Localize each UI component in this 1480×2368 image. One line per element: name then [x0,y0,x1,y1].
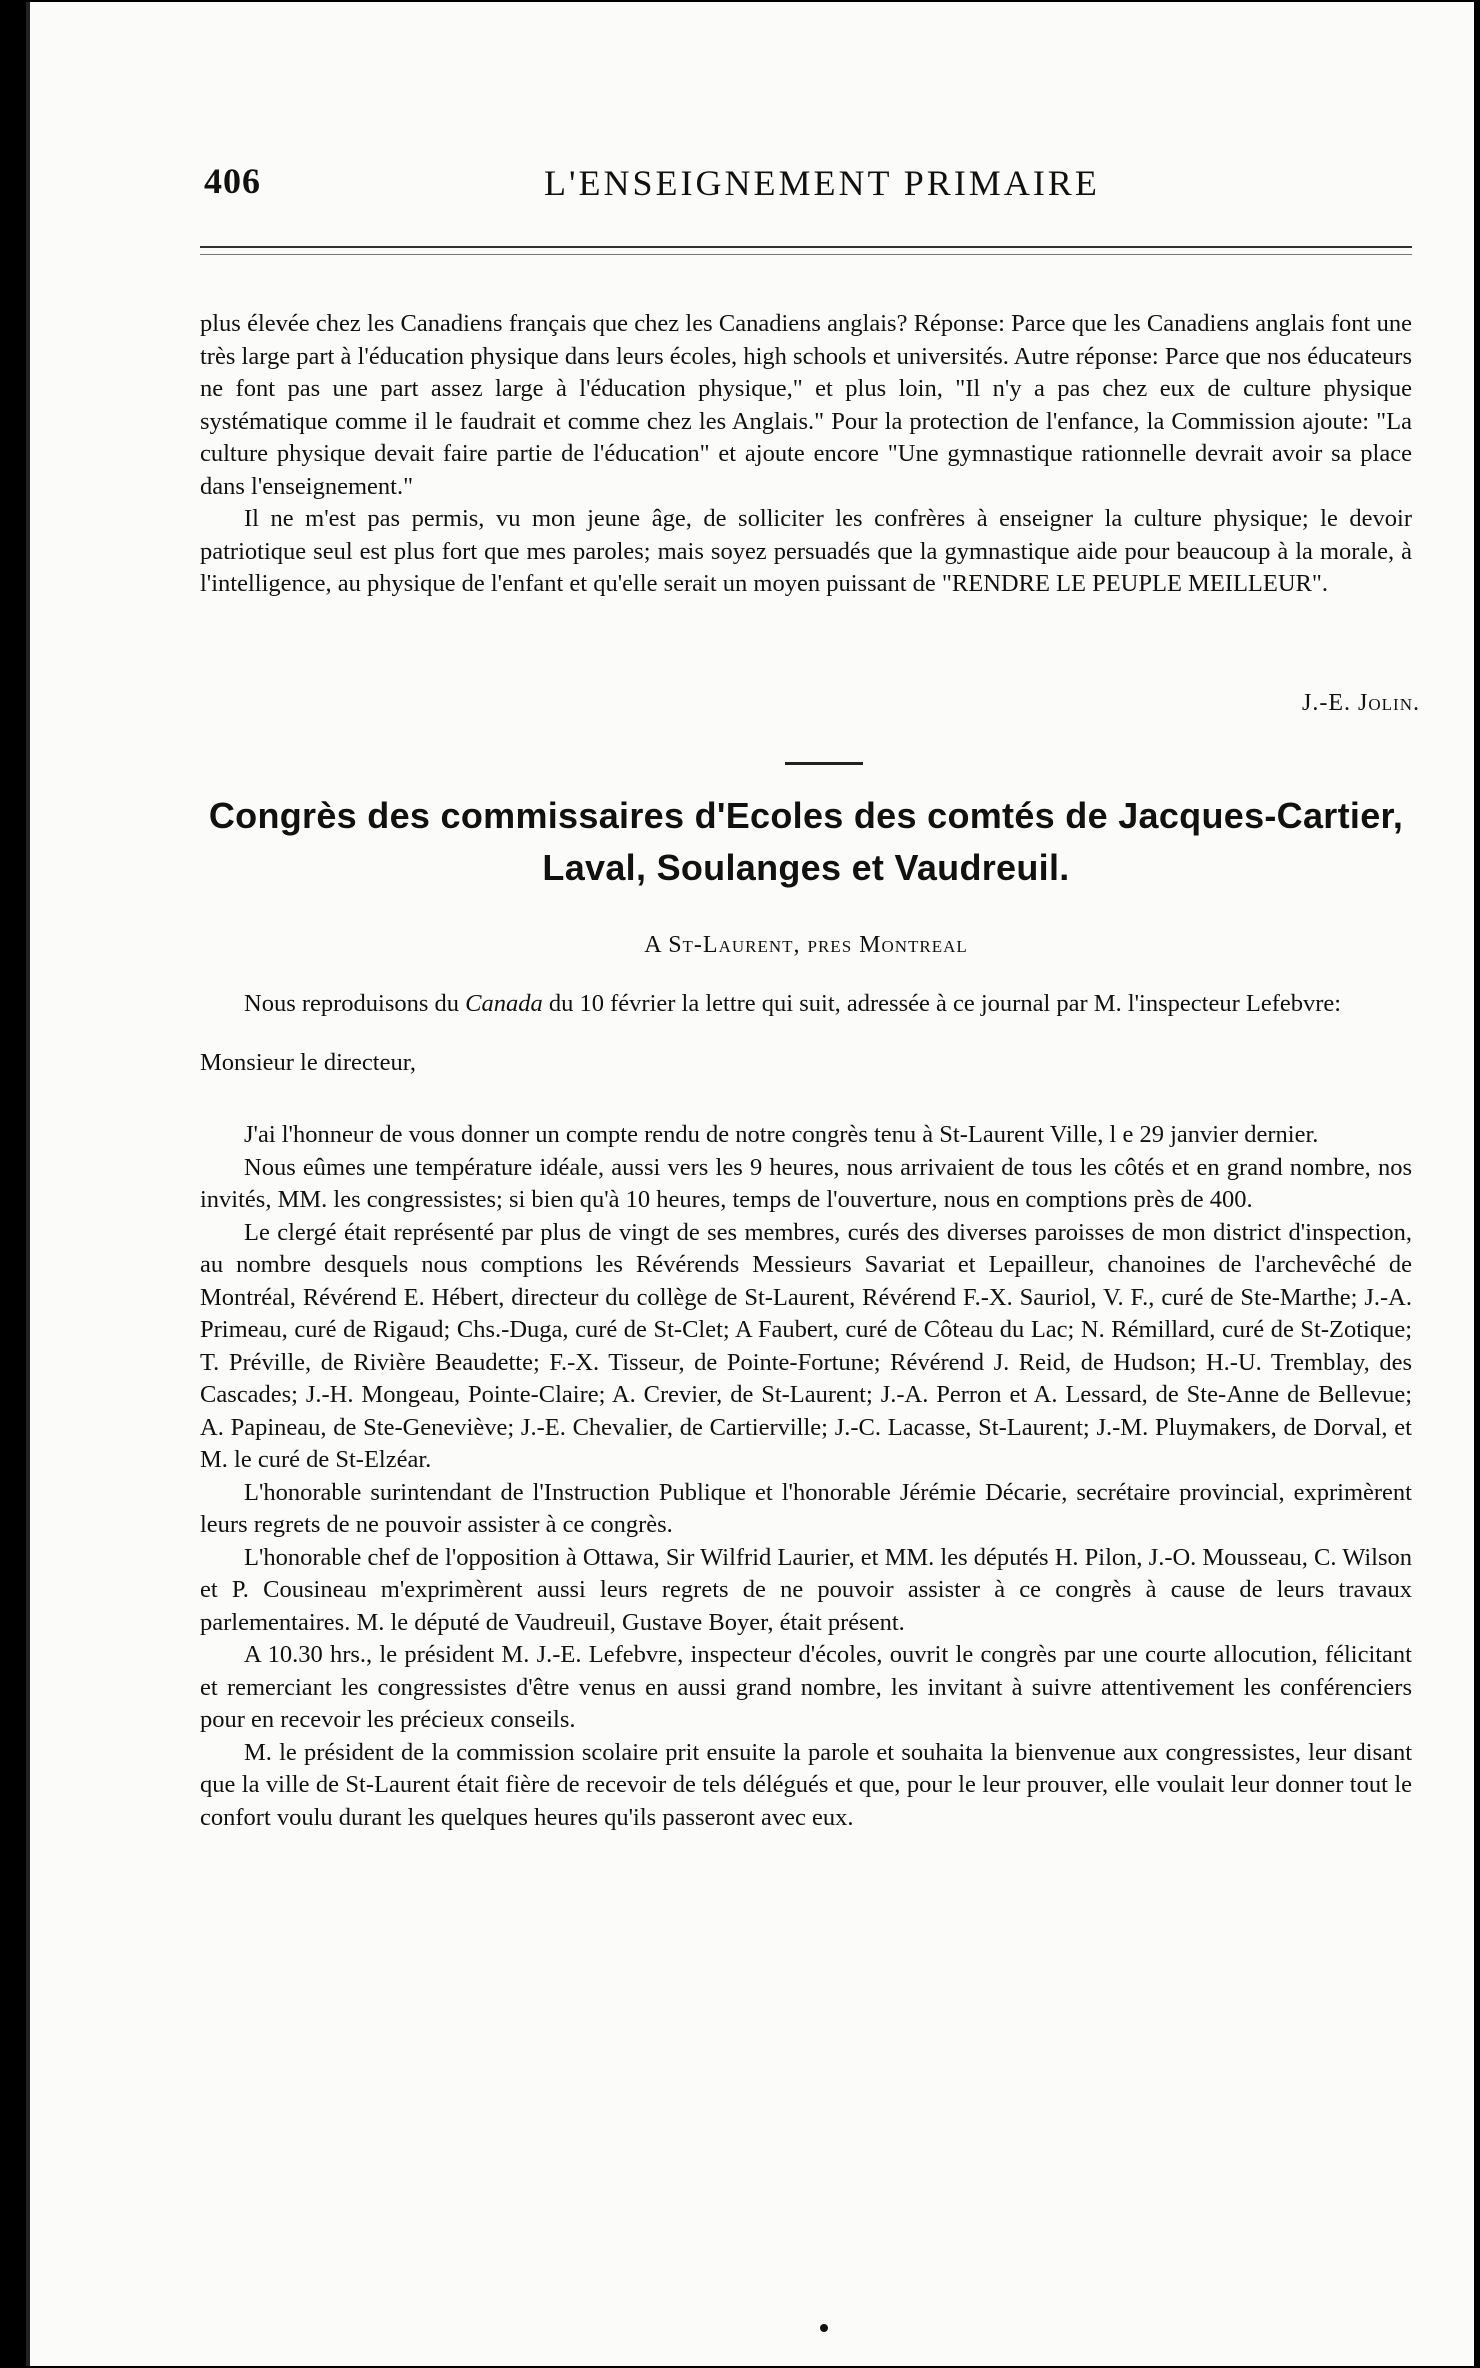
header-rule-secondary [200,254,1412,255]
body-paragraph: Nous eûmes une température idéale, aussi vers les 9 heures, nous arrivaient de tous les côtés et en grand nombre, nos invités, MM. les congressistes; si bien qu'à 10 heures, temps de l'ouverture, nous en comptions près de 400. [200,1153,1412,1213]
article-subtitle: A St-Laurent, pres Montreal [644,932,968,958]
header-rule [200,246,1412,248]
closing-paragraph: Il ne m'est pas permis, vu mon jeune âge, de solliciter les confrères à enseigner la culture physique; le devoir patriotique seul est plus fort que mes paroles; mais soyez persuadés que la gymnastique aide pour beaucoup à la morale, à l'intelligence, au physique de l'enfant et qu'elle serait un moyen puissant de "RENDRE LE PEUPLE MEILLEUR". [200,505,1412,597]
section-divider [785,762,863,765]
author-signature [1302,690,1420,717]
article-title-line-1: Congrès des commissaires d'Ecoles des comtés de Jacques-Cartier, [208,795,1404,836]
lead-text-b: du 10 février la lettre qui suit, adressée à ce journal par M. l'inspecteur Lefebvre: [548,990,1342,1017]
body-paragraph: J'ai l'honneur de vous donner un compte rendu de notre congrès tenu à St-Laurent Ville, l e 29 janvier dernier. [244,1121,1319,1148]
signature-name: Jolin. [1358,690,1420,716]
continued-article [200,308,1412,601]
body-paragraph: L'honorable surintendant de l'Instruction Publique et l'honorable Jérémie Décarie, secrétaire provincial, exprimèrent leurs regrets de ne pouvoir assister à ce congrès. [200,1478,1412,1538]
body-paragraph: L'honorable chef de l'opposition à Ottawa, Sir Wilfrid Laurier, et MM. les députés H. Pilon, J.-O. Mousseau, C. Wilson et P. Cousineau m'exprimèrent aussi leurs regrets de ne pouvoir assister à ce congrès à cause de leurs travaux parlementaires. M. le député de Vaudreuil, Gustave Boyer, était présent. [200,1543,1412,1636]
page-header [200,160,1410,220]
article-title-line-2: Laval, Soulanges et Vaudreuil. [542,847,1070,888]
continued-paragraph: plus élevée chez les Canadiens français que chez les Canadiens anglais? Réponse: Parce que les Canadiens anglais font une très large part à l'éducation physique dans leurs écoles, high schools et universités. Autre réponse: Parce que nos éducateurs ne font pas une part assez large à l'éducation physique," et plus loin, "Il n'y a pas chez eux de culture physique systématique comme il le faudrait et comme chez les Anglais." Pour la protection de l'enfance, la Commission ajoute: "La culture physique devait faire partie de l'éducation" et ajoute encore "Une gymnastique rationnelle devrait avoir sa place dans l'enseignement." [200,310,1412,500]
lead-source: Canada [465,990,543,1017]
article-body [200,988,1412,1834]
body-paragraph: A 10.30 hrs., le président M. J.-E. Lefebvre, inspecteur d'écoles, ouvrit le congrès par une courte allocution, félicitant et remerciant les congressistes d'être venus en aussi grand nombre, les invitant à suivre attentivement les conférenciers pour en recevoir les précieux conseils. [200,1641,1412,1733]
running-title: L'ENSEIGNEMENT PRIMAIRE [544,163,1100,203]
signature-initials: J.-E. [1302,690,1352,716]
body-paragraph: M. le président de la commission scolaire prit ensuite la parole et souhaita la bienvenue aux congressistes, leur disant que la ville de St-Laurent était fière de recevoir de tels délégués et que, pour le leur prouver, elle voulait leur donner tout le confort voulu durant les quelques heures qu'ils passeront avec eux. [200,1738,1412,1831]
page-mark [820,2324,828,2332]
page-number: 406 [204,161,261,201]
letter-salutation: Monsieur le directeur, [200,1048,417,1076]
lead-paragraph [200,988,1412,1021]
article-title [200,790,1412,894]
lead-text-a: Nous reproduisons du [244,990,460,1017]
body-paragraph: Le clergé était représenté par plus de vingt de ses membres, curés des diverses paroisses de mon district d'inspection, au nombre desquels nous comptions les Révérends Messieurs Savariat et Lepailleur, chanoines de l'archevêché de Montréal, Révérend E. Hébert, directeur du collège de St-Laurent, Révérend F.-X. Sauriol, V. F., curé de Ste-Marthe; J.-A. Primeau, curé de Rigaud; Chs.-Duga, curé de St-Clet; A Faubert, curé de Côteau du Lac; N. Rémillard, curé de St-Zotique; T. Préville, de Rivière Beaudette; F.-X. Tisseur, de Pointe-Fortune; Révérend J. Reid, de Hudson; H.-U. Tremblay, des Cascades; J.-H. Mongeau, Pointe-Claire; A. Crevier, de St-Laurent; J.-A. Perron et A. Lessard, de Ste-Anne de Bellevue; A. Papineau, de Ste-Geneviève; J.-E. Chevalier, de Cartierville; J.-C. Lacasse, St-Laurent; J.-M. Pluymakers, de Dorval, et M. le curé de St-Elzéar. [200,1218,1412,1473]
